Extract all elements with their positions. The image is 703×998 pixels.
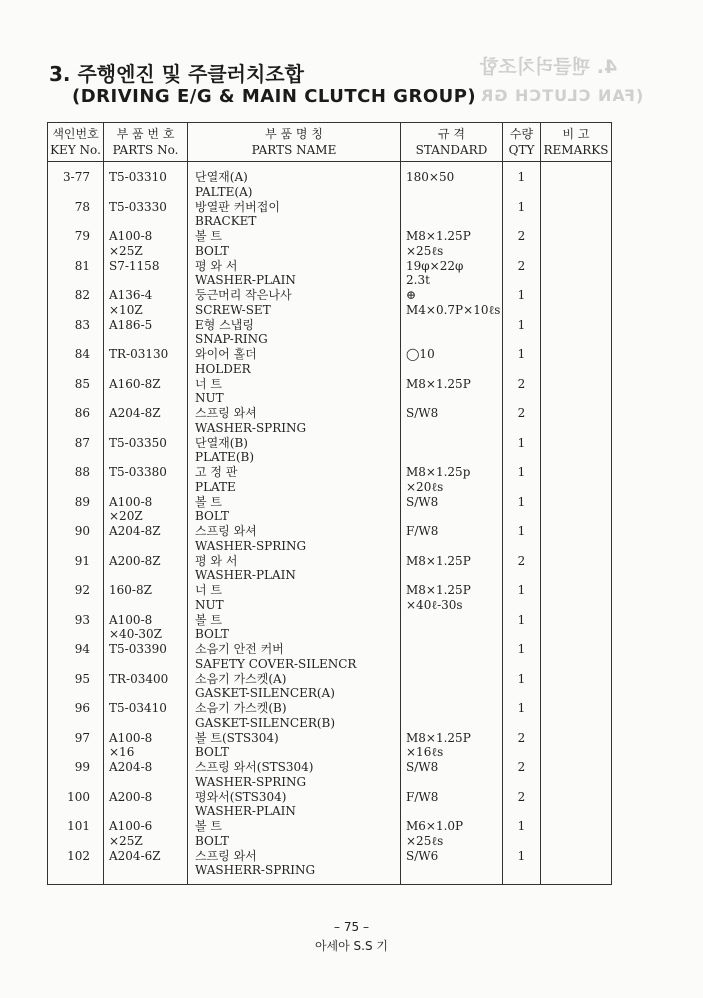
qty-cell: 2 xyxy=(503,259,541,289)
standard-cell: ⊕ M4×0.7P×10ℓs xyxy=(401,288,503,318)
standard-cell: S/W8 xyxy=(401,760,503,790)
table-row xyxy=(48,436,612,466)
parts-no-cell: A100-8 ×20Z xyxy=(104,495,188,525)
page-number: – 75 – xyxy=(334,920,369,934)
page-subtitle: (DRIVING E/G & MAIN CLUTCH GROUP) xyxy=(72,86,477,107)
standard-cell: S/W8 xyxy=(401,406,503,436)
parts-no-cell: TR-03400 xyxy=(104,672,188,702)
key-no-cell: 83 xyxy=(48,318,104,348)
standard-cell: M8×1.25P ×40ℓ-30s xyxy=(401,583,503,613)
parts-no-cell: A186-5 xyxy=(104,318,188,348)
qty-cell: 1 xyxy=(503,465,541,495)
header-parts-name: 부 품 명 칭 PARTS NAME xyxy=(188,123,401,162)
parts-no-cell: A136-4 ×10Z xyxy=(104,288,188,318)
parts-name-cell: 방열판 커버접이 BRACKET xyxy=(188,200,401,230)
table-row xyxy=(48,229,612,259)
table-row xyxy=(48,200,612,230)
remarks-cell xyxy=(541,524,612,554)
header-remarks: 비 고 REMARKS xyxy=(541,123,612,162)
remarks-cell xyxy=(541,347,612,377)
remarks-cell xyxy=(541,613,612,643)
key-no-cell: 86 xyxy=(48,406,104,436)
table-row xyxy=(48,790,612,820)
standard-cell xyxy=(401,672,503,702)
header-key: 색인번호 KEY No. xyxy=(48,123,104,162)
parts-no-cell: 160-8Z xyxy=(104,583,188,613)
parts-no-cell: T5-03310 xyxy=(104,162,188,200)
table-row xyxy=(48,162,612,200)
standard-cell: S/W8 xyxy=(401,495,503,525)
standard-cell: 180×50 xyxy=(401,162,503,200)
parts-name-cell: 평 와 서 WASHER-PLAIN xyxy=(188,259,401,289)
table-row xyxy=(48,583,612,613)
qty-cell: 2 xyxy=(503,229,541,259)
remarks-cell xyxy=(541,701,612,731)
parts-no-cell: T5-03410 xyxy=(104,701,188,731)
parts-no-cell: S7-1158 xyxy=(104,259,188,289)
table-row xyxy=(48,347,612,377)
parts-name-cell: 단열재(A) PALTE(A) xyxy=(188,162,401,200)
parts-name-cell: 둥근머리 작은나사 SCREW-SET xyxy=(188,288,401,318)
key-no-cell: 94 xyxy=(48,642,104,672)
remarks-cell xyxy=(541,406,612,436)
parts-no-cell: T5-03380 xyxy=(104,465,188,495)
parts-name-cell: 볼 트(STS304) BOLT xyxy=(188,731,401,761)
parts-table-header xyxy=(48,123,612,162)
parts-no-cell: T5-03330 xyxy=(104,200,188,230)
qty-cell: 1 xyxy=(503,436,541,466)
parts-name-cell: 스프링 와서(STS304) WASHER-SPRING xyxy=(188,760,401,790)
key-no-cell: 82 xyxy=(48,288,104,318)
parts-no-cell: A100-8 ×25Z xyxy=(104,229,188,259)
key-no-cell: 102 xyxy=(48,849,104,885)
table-row xyxy=(48,495,612,525)
page-title: 3. 주행엔진 및 주클러치조합 xyxy=(49,62,304,86)
header-qty: 수량 QTY xyxy=(503,123,541,162)
qty-cell: 2 xyxy=(503,554,541,584)
standard-cell xyxy=(401,613,503,643)
table-row xyxy=(48,701,612,731)
parts-name-cell: 볼 트 BOLT xyxy=(188,613,401,643)
parts-no-cell: A204-6Z xyxy=(104,849,188,885)
key-no-cell: 79 xyxy=(48,229,104,259)
table-row xyxy=(48,849,612,885)
remarks-cell xyxy=(541,554,612,584)
remarks-cell xyxy=(541,318,612,348)
parts-name-cell: 소음기 안전 커버 SAFETY COVER-SILENCR xyxy=(188,642,401,672)
remarks-cell xyxy=(541,259,612,289)
parts-name-cell: 볼 트 BOLT xyxy=(188,495,401,525)
qty-cell: 1 xyxy=(503,318,541,348)
remarks-cell xyxy=(541,162,612,200)
table-row xyxy=(48,288,612,318)
parts-no-cell: A100-8 ×40-30Z xyxy=(104,613,188,643)
standard-cell: ◯10 xyxy=(401,347,503,377)
parts-no-cell: A200-8 xyxy=(104,790,188,820)
parts-name-cell: 와이어 홀더 HOLDER xyxy=(188,347,401,377)
parts-name-cell: 평 와 서 WASHER-PLAIN xyxy=(188,554,401,584)
table-row xyxy=(48,731,612,761)
parts-no-cell: A204-8Z xyxy=(104,406,188,436)
bleed-through-title: 4. 팬클러치조합 xyxy=(480,56,618,78)
standard-cell: M8×1.25P xyxy=(401,554,503,584)
key-no-cell: 99 xyxy=(48,760,104,790)
parts-name-cell: 스프링 와셔 WASHER-SPRING xyxy=(188,524,401,554)
parts-no-cell: A204-8 xyxy=(104,760,188,790)
standard-cell: F/W8 xyxy=(401,790,503,820)
parts-no-cell: T5-03390 xyxy=(104,642,188,672)
parts-name-cell: 단열재(B) PLATE(B) xyxy=(188,436,401,466)
table-row xyxy=(48,642,612,672)
standard-cell: M8×1.25P ×16ℓs xyxy=(401,731,503,761)
parts-name-cell: 볼 트 BOLT xyxy=(188,229,401,259)
qty-cell: 1 xyxy=(503,613,541,643)
standard-cell xyxy=(401,701,503,731)
parts-name-cell: 평와서(STS304) WASHER-PLAIN xyxy=(188,790,401,820)
standard-cell: M8×1.25p ×20ℓs xyxy=(401,465,503,495)
standard-cell: F/W8 xyxy=(401,524,503,554)
table-row xyxy=(48,406,612,436)
company-name: 아세아 S.S 기 xyxy=(314,939,389,953)
header-standard: 규 격 STANDARD xyxy=(401,123,503,162)
standard-cell xyxy=(401,318,503,348)
remarks-cell xyxy=(541,465,612,495)
remarks-cell xyxy=(541,436,612,466)
remarks-cell xyxy=(541,377,612,407)
remarks-cell xyxy=(541,731,612,761)
remarks-cell xyxy=(541,200,612,230)
qty-cell: 1 xyxy=(503,701,541,731)
table-row xyxy=(48,377,612,407)
remarks-cell xyxy=(541,583,612,613)
bleed-through-subtitle: (FAN CLUTCH GR xyxy=(480,86,644,105)
parts-no-cell: A100-8 ×16 xyxy=(104,731,188,761)
table-row xyxy=(48,554,612,584)
standard-cell: M8×1.25P xyxy=(401,377,503,407)
key-no-cell: 93 xyxy=(48,613,104,643)
qty-cell: 1 xyxy=(503,200,541,230)
qty-cell: 2 xyxy=(503,377,541,407)
standard-cell: S/W6 xyxy=(401,849,503,885)
qty-cell: 2 xyxy=(503,760,541,790)
remarks-cell xyxy=(541,760,612,790)
key-no-cell: 96 xyxy=(48,701,104,731)
key-no-cell: 95 xyxy=(48,672,104,702)
parts-name-cell: 고 정 판 PLATE xyxy=(188,465,401,495)
table-row xyxy=(48,613,612,643)
parts-no-cell: A160-8Z xyxy=(104,377,188,407)
parts-no-cell: A200-8Z xyxy=(104,554,188,584)
standard-cell: M6×1.0P ×25ℓs xyxy=(401,819,503,849)
parts-name-cell: 소음기 가스켓(A) GASKET-SILENCER(A) xyxy=(188,672,401,702)
remarks-cell xyxy=(541,229,612,259)
header-parts-no: 부 품 번 호 PARTS No. xyxy=(104,123,188,162)
remarks-cell xyxy=(541,849,612,885)
qty-cell: 1 xyxy=(503,288,541,318)
parts-no-cell: TR-03130 xyxy=(104,347,188,377)
remarks-cell xyxy=(541,495,612,525)
table-row xyxy=(48,672,612,702)
remarks-cell xyxy=(541,642,612,672)
key-no-cell: 81 xyxy=(48,259,104,289)
standard-cell xyxy=(401,200,503,230)
key-no-cell: 88 xyxy=(48,465,104,495)
remarks-cell xyxy=(541,288,612,318)
key-no-cell: 91 xyxy=(48,554,104,584)
parts-table-body xyxy=(48,162,612,885)
table-row xyxy=(48,318,612,348)
remarks-cell xyxy=(541,790,612,820)
qty-cell: 2 xyxy=(503,790,541,820)
parts-name-cell: 볼 트 BOLT xyxy=(188,819,401,849)
table-row xyxy=(48,760,612,790)
parts-no-cell: A100-6 ×25Z xyxy=(104,819,188,849)
key-no-cell: 101 xyxy=(48,819,104,849)
qty-cell: 1 xyxy=(503,642,541,672)
standard-cell xyxy=(401,436,503,466)
table-row xyxy=(48,524,612,554)
remarks-cell xyxy=(541,672,612,702)
parts-name-cell: 너 트 NUT xyxy=(188,377,401,407)
key-no-cell: 87 xyxy=(48,436,104,466)
parts-name-cell: 소음기 가스켓(B) GASKET-SILENCER(B) xyxy=(188,701,401,731)
key-no-cell: 84 xyxy=(48,347,104,377)
qty-cell: 1 xyxy=(503,849,541,885)
table-row xyxy=(48,259,612,289)
qty-cell: 1 xyxy=(503,819,541,849)
parts-no-cell: T5-03350 xyxy=(104,436,188,466)
qty-cell: 1 xyxy=(503,524,541,554)
parts-name-cell: E형 스냅링 SNAP-RING xyxy=(188,318,401,348)
standard-cell xyxy=(401,642,503,672)
table-row xyxy=(48,465,612,495)
parts-name-cell: 스프링 와셔 WASHER-SPRING xyxy=(188,406,401,436)
parts-table xyxy=(47,122,612,885)
qty-cell: 1 xyxy=(503,162,541,200)
key-no-cell: 92 xyxy=(48,583,104,613)
key-no-cell: 89 xyxy=(48,495,104,525)
qty-cell: 1 xyxy=(503,672,541,702)
key-no-cell: 3-77 xyxy=(48,162,104,200)
qty-cell: 1 xyxy=(503,583,541,613)
table-row xyxy=(48,819,612,849)
qty-cell: 1 xyxy=(503,495,541,525)
key-no-cell: 90 xyxy=(48,524,104,554)
qty-cell: 2 xyxy=(503,731,541,761)
parts-name-cell: 너 트 NUT xyxy=(188,583,401,613)
remarks-cell xyxy=(541,819,612,849)
standard-cell: M8×1.25P ×25ℓs xyxy=(401,229,503,259)
key-no-cell: 100 xyxy=(48,790,104,820)
key-no-cell: 97 xyxy=(48,731,104,761)
parts-name-cell: 스프링 와서 WASHERR-SPRING xyxy=(188,849,401,885)
key-no-cell: 78 xyxy=(48,200,104,230)
qty-cell: 1 xyxy=(503,347,541,377)
key-no-cell: 85 xyxy=(48,377,104,407)
qty-cell: 2 xyxy=(503,406,541,436)
parts-no-cell: A204-8Z xyxy=(104,524,188,554)
standard-cell: 19φ×22φ 2.3t xyxy=(401,259,503,289)
